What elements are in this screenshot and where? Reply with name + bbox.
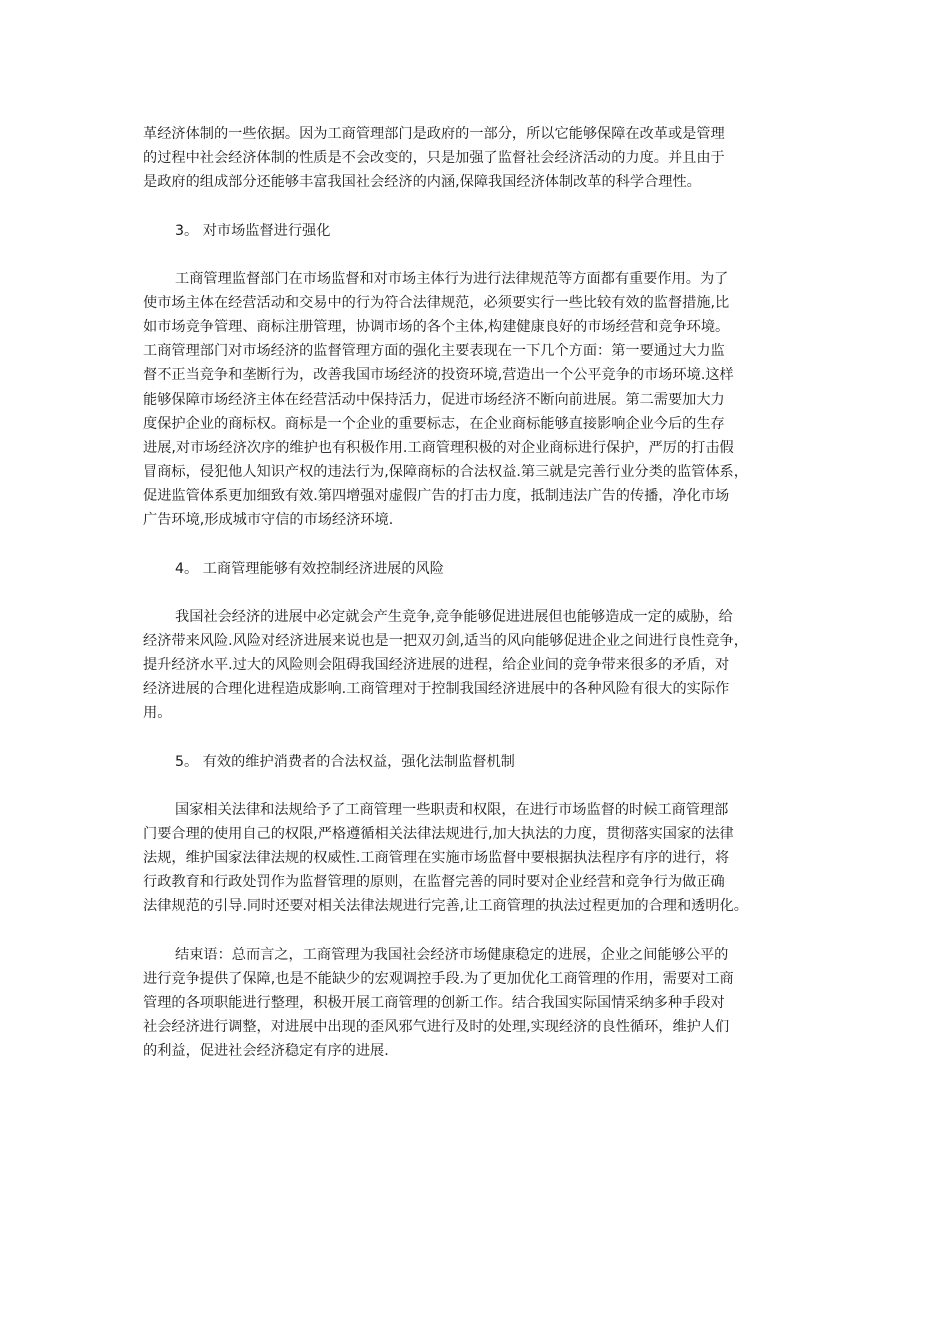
section-5-heading: 5。 有效的维护消费者的合法权益，强化法制监督机制 (175, 753, 515, 770)
paragraph-line: 促进监管体系更加细致有效.第四增强对虚假广告的打击力度，抵制违法广告的传播，净化市场 (143, 488, 730, 505)
paragraph-line: 的过程中社会经济体制的性质是不会改变的，只是加强了监督社会经济活动的力度。并且由于 (143, 150, 725, 167)
paragraph-line: 行政教育和行政处罚作为监督管理的原则，在监督完善的同时要对企业经营和竞争行为做正确 (143, 874, 725, 891)
paragraph-line: 进展,对市场经济次序的维护也有积极作用.工商管理积极的对企业商标进行保护，严厉的打击假 (143, 439, 734, 456)
paragraph-line: 使市场主体在经营活动和交易中的行为符合法律规范，必须要实行一些比较有效的监督措施,比 (143, 294, 730, 311)
paragraph-line: 法律规范的引导.同时还要对相关法律法规进行完善,让工商管理的执法过程更加的合理和透明化。 (143, 898, 748, 915)
section-3-heading: 3。 对市场监督进行强化 (175, 222, 331, 239)
paragraph-line: 进行竞争提供了保障,也是不能缺少的宏观调控手段.为了更加优化工商管理的作用，需要对工商 (143, 970, 734, 987)
paragraph-line: 的利益，促进社会经济稳定有序的进展. (143, 1043, 389, 1060)
paragraph-line: 法规，维护国家法律法规的权威性.工商管理在实施市场监督中要根据执法程序有序的进行，将 (143, 849, 730, 866)
document-page (143, 122, 808, 1063)
paragraph-line: 管理的各项职能进行整理，积极开展工商管理的创新工作。结合我国实际国情采纳多种手段对 (143, 994, 725, 1011)
section-4-paragraph (143, 605, 808, 726)
paragraph-line: 我国社会经济的进展中必定就会产生竞争,竞争能够促进进展但也能够造成一定的威胁，给 (175, 608, 733, 625)
paragraph-line: 提升经济水平.过大的风险则会阻碍我国经济进展的进程，给企业间的竞争带来很多的矛盾，对 (143, 657, 730, 673)
paragraph-line: 门要合理的使用自己的权限,严格遵循相关法律法规进行,加大执法的力度，贯彻落实国家的法律 (143, 825, 734, 842)
paragraph-line: 结束语：总而言之，工商管理为我国社会经济市场健康稳定的进展，企业之间能够公平的 (175, 946, 729, 963)
paragraph-line: 冒商标，侵犯他人知识产权的违法行为,保障商标的合法权益.第三就是完善行业分类的监管体系， (143, 464, 748, 481)
paragraph-line: 如市场竞争管理、商标注册管理，协调市场的各个主体,构建健康良好的市场经营和竞争环境。 (143, 318, 730, 335)
intro-paragraph (143, 122, 808, 195)
paragraph-line: 工商管理监督部门在市场监督和对市场主体行为进行法律规范等方面都有重要作用。为了 (175, 270, 729, 287)
paragraph-line: 是政府的组成部分还能够丰富我国社会经济的内涵,保障我国经济体制改革的科学合理性。 (143, 174, 701, 191)
paragraph-line: 工商管理部门对市场经济的监督管理方面的强化主要表现在一下几个方面：第一要通过大力监 (143, 343, 725, 360)
paragraph-line: 经济进展的合理化进程造成影响.工商管理对于控制我国经济进展中的各种风险有很大的实际作 (143, 681, 730, 698)
paragraph-line: 督不正当竞争和垄断行为，改善我国市场经济的投资环境,营造出一个公平竞争的市场环境.这样 (143, 367, 734, 384)
paragraph-line: 能够保障市场经济主体在经营活动中保持活力，促进市场经济不断向前进展。第二需要加大力 (143, 391, 725, 408)
paragraph-line: 用。 (143, 705, 172, 722)
paragraph-line: 社会经济进行调整，对进展中出现的歪风邪气进行及时的处理,实现经济的良性循环，维护人们 (143, 1019, 730, 1036)
section-5-paragraph (143, 798, 808, 919)
conclusion-paragraph (143, 943, 808, 1064)
paragraph-line: 国家相关法律和法规给予了工商管理一些职责和权限，在进行市场监督的时候工商管理部 (175, 801, 729, 818)
section-3-paragraph (143, 267, 808, 533)
paragraph-line: 革经济体制的一些依据。因为工商管理部门是政府的一部分，所以它能够保障在改革或是管理 (143, 126, 725, 142)
paragraph-line: 广告环境,形成城市守信的市场经济环境. (143, 512, 394, 529)
paragraph-line: 度保护企业的商标权。商标是一个企业的重要标志，在企业商标能够直接影响企业今后的生存 (143, 415, 725, 432)
section-4-heading: 4。 工商管理能够有效控制经济进展的风险 (175, 560, 444, 577)
paragraph-line: 经济带来风险.风险对经济进展来说也是一把双刃剑,适当的风向能够促进企业之间进行良性竞争， (143, 632, 748, 649)
